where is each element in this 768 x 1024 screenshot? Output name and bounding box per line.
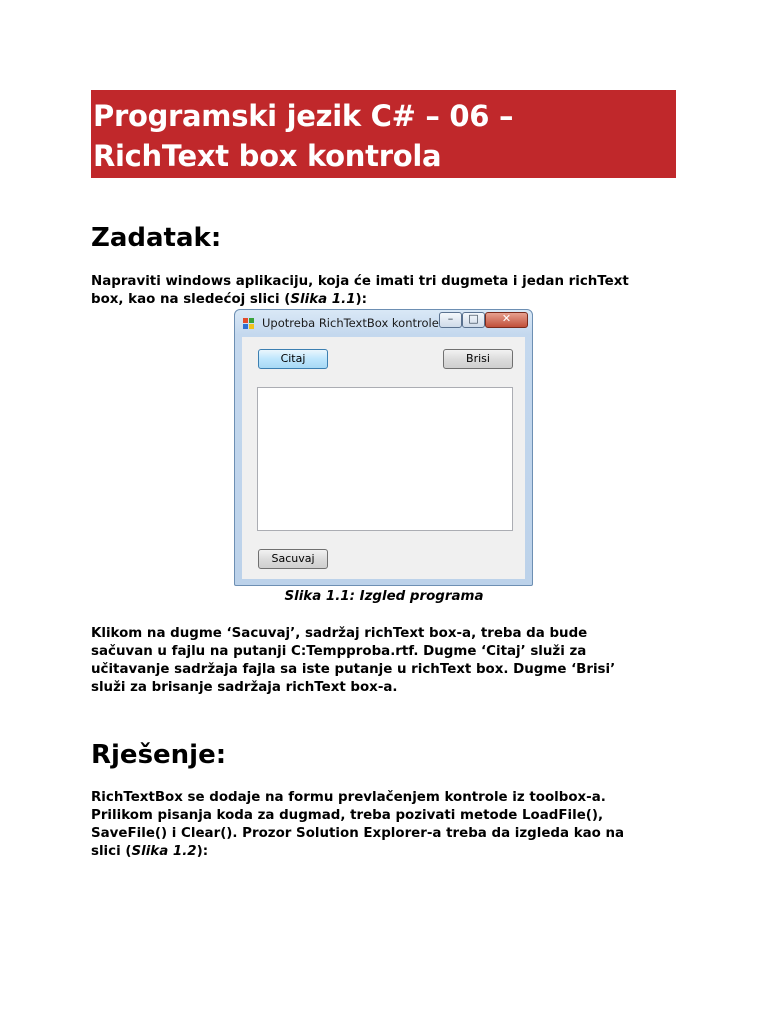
minimize-button[interactable] (439, 312, 462, 328)
minimize-icon: – (447, 312, 454, 325)
title-banner (91, 90, 676, 178)
task-paragraph-line-2 (91, 291, 691, 309)
solution-line-1: RichTextBox se dodaje na formu prevlačenjem kontrole iz toolbox-a. (91, 790, 606, 805)
task-paragraph-line-1: Napraviti windows aplikaciju, koja će imati tri dugmeta i jedan richText (91, 274, 629, 289)
solution-text-end: ): (196, 844, 209, 859)
sacuvaj-button[interactable]: Sacuvaj (258, 549, 328, 569)
description-line-1: Klikom na dugme ‘Sacuvaj’, sadržaj richText box-a, treba da bude (91, 626, 588, 641)
solution-line-4 (91, 843, 691, 861)
solution-line-2: Prilikom pisanja koda za dugmad, treba pozivati metode LoadFile(), (91, 808, 604, 823)
maximize-icon: □ (468, 312, 479, 325)
window-titlebar (235, 310, 532, 336)
title-line-1: Programski jezik C# – 06 – (93, 99, 514, 133)
description-line-3: učitavanje sadržaja fajla sa iste putanje u richText box. Dugme ‘Brisi’ (91, 662, 616, 677)
citaj-button[interactable]: Citaj (258, 349, 328, 369)
figure-reference-2: Slika 1.2 (131, 844, 197, 859)
description-line-4: služi za brisanje sadržaja richText box-a. (91, 680, 398, 695)
heading-zadatak: Zadatak: (91, 223, 222, 253)
description-paragraph (91, 625, 691, 697)
window-client-area (242, 337, 525, 579)
app-icon (243, 318, 255, 330)
close-button[interactable] (485, 312, 528, 328)
task-paragraph (91, 273, 691, 309)
app-window-screenshot (234, 309, 533, 586)
description-line-2: sačuvan u fajlu na putanji C:Tempproba.rtf. Dugme ‘Citaj’ služi za (91, 644, 587, 659)
task-text: box, kao na sledećoj slici ( (91, 292, 291, 307)
title-line-2: RichText box kontrola (93, 139, 442, 173)
figure-reference: Slika 1.1 (290, 292, 356, 307)
rich-text-box[interactable] (257, 387, 513, 531)
close-icon: ✕ (501, 312, 512, 325)
brisi-button[interactable]: Brisi (443, 349, 513, 369)
heading-rjesenje: Rješenje: (91, 740, 227, 770)
window-title: Upotreba RichTextBox kontrole (262, 316, 439, 330)
solution-text: slici ( (91, 844, 132, 859)
solution-paragraph (91, 789, 691, 861)
task-text-end: ): (355, 292, 368, 307)
maximize-button[interactable] (462, 312, 485, 328)
figure-caption: Slika 1.1: Izgled programa (284, 589, 484, 604)
solution-line-3: SaveFile() i Clear(). Prozor Solution Explorer-a treba da izgleda kao na (91, 826, 625, 841)
